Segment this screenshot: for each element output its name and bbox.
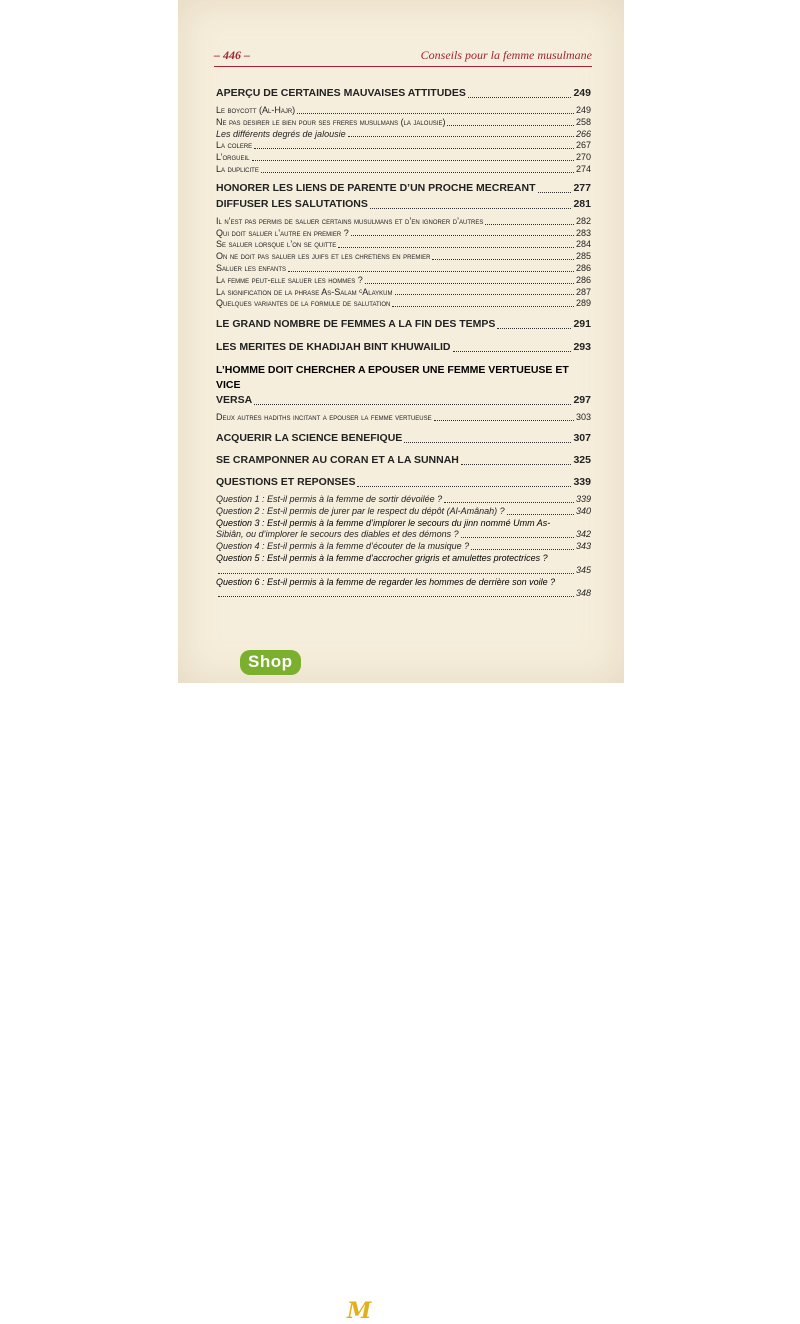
toc-heading: SE CRAMPONNER AU CORAN ET A LA SUNNAH 325	[216, 453, 591, 466]
logo-mark-icon: M	[347, 1298, 372, 1324]
toc-entry-line1: Question 3 : Est-il permis à la femme d’implorer le secours du jinn nommé Umm As-	[216, 517, 551, 528]
toc-heading: LE GRAND NOMBRE DE FEMMES A LA FIN DES TEMPS 291	[216, 318, 591, 331]
page-number: – 446 –	[214, 48, 250, 62]
toc-entry: Question 4 : Est-il permis à la femme d’écouter de la musique ? 343	[216, 541, 591, 552]
logo-shop-label: Shop	[240, 650, 301, 675]
table-of-contents	[216, 86, 591, 600]
toc-entry: Saluer les enfants 286	[216, 262, 591, 273]
toc-entry: La signification de la phrase As-Salam ᶜAlaykum 287	[216, 286, 591, 297]
page-header	[214, 48, 592, 66]
toc-heading: ACQUERIR LA SCIENCE BENEFIQUE 307	[216, 431, 591, 444]
toc-entry: Question 2 : Est-il permis de jurer par le respect du dépôt (Al-Amânah) ? 340	[216, 505, 591, 516]
toc-heading: HONORER LES LIENS DE PARENTE D’UN PROCHE MECREANT 277	[216, 181, 591, 194]
toc-entry: On ne doit pas saluer les juifs et les chretiens en premier 285	[216, 251, 591, 262]
toc-entry: 345	[216, 565, 591, 577]
toc-entry: Deux autres hadiths incitant a epouser la femme vertueuse 303	[216, 412, 591, 423]
toc-entry: La colere 267	[216, 140, 591, 151]
toc-entry: Question 1 : Est-il permis à la femme de sortir dévoilée ? 339	[216, 493, 591, 504]
toc-entry: Quelques variantes de la formule de salutation 289	[216, 298, 591, 309]
toc-entry: L’orgueil 270	[216, 152, 591, 163]
toc-heading: VERSA 297	[216, 394, 591, 407]
toc-heading: APERÇU DE CERTAINES MAUVAISES ATTITUDES 249	[216, 87, 591, 99]
toc-entry-line1: Question 6 : Est-il permis à la femme de regarder les hommes de derrière son voile ?	[216, 576, 556, 587]
toc-entry: Il n’est pas permis de saluer certains musulmans et d’en ignorer d’autres 282	[216, 215, 591, 226]
toc-entry: La femme peut-elle saluer les hommes ? 286	[216, 274, 591, 285]
toc-entry-line1: Question 5 : Est-il permis à la femme d’accrocher grigris et amulettes protectrices ?	[216, 552, 548, 563]
header-rule	[214, 66, 592, 67]
toc-entry: 348	[216, 588, 591, 600]
toc-heading: QUESTIONS ET REPONSES 339	[216, 475, 591, 488]
book-title: Conseils pour la femme musulmane	[420, 48, 592, 62]
toc-heading: LES MERITES DE KHADIJAH BINT KHUWAILID 293	[216, 341, 591, 354]
toc-entry: Ne pas desirer le bien pour ses freres musulmans (la jalousie) 258	[216, 116, 591, 127]
toc-entry: Le boycott (Al-Hajr) 249	[216, 105, 591, 115]
toc-entry: Qui doit saluer l’autre en premier ? 283	[216, 227, 591, 238]
toc-entry: Sibiân, ou d’implorer le secours des diables et des démons ? 342	[216, 529, 591, 540]
toc-heading-line1: L’HOMME DOIT CHERCHER A EPOUSER UNE FEMME VERTUEUSE ET VICE	[216, 364, 569, 392]
toc-entry: La duplicite 274	[216, 163, 591, 174]
toc-heading: DIFFUSER LES SALUTATIONS 281	[216, 197, 591, 210]
toc-entry: Les différents degrés de jalousie 266	[216, 128, 591, 139]
toc-entry: Se saluer lorsque l’on se quitte 284	[216, 239, 591, 250]
